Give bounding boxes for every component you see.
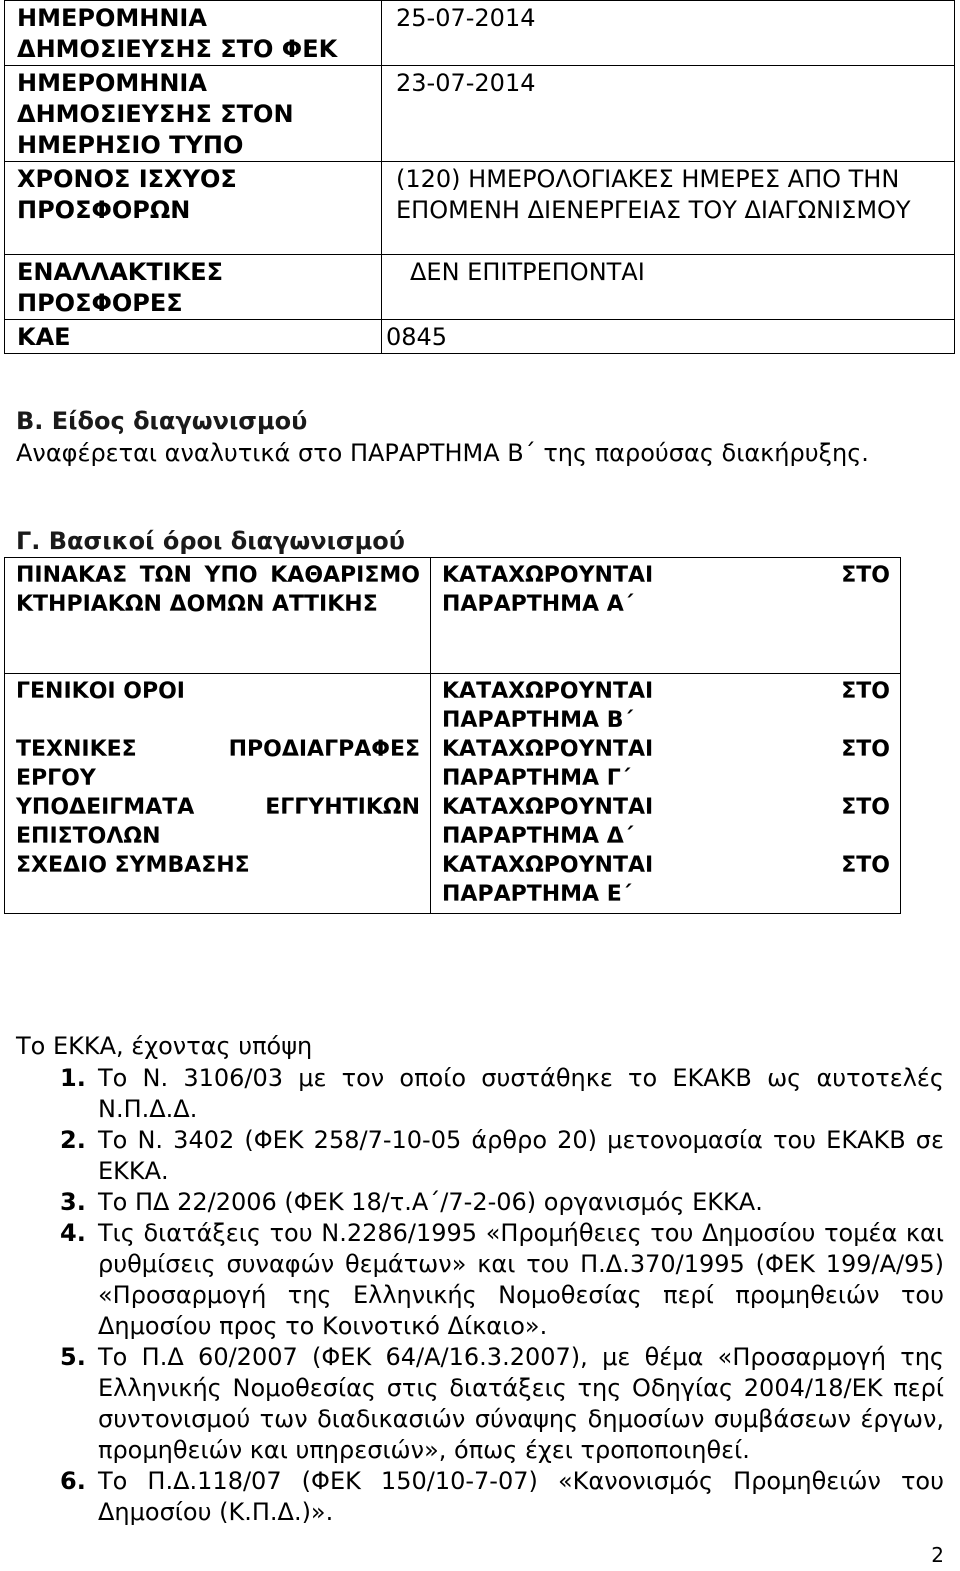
label-cell: ΕΝΑΛΛΑΚΤΙΚΕΣ ΠΡΟΣΦΟΡΕΣ — [5, 255, 382, 320]
list-number: 1. — [60, 1064, 86, 1092]
legal-basis-list — [0, 1063, 944, 1528]
section-c-title: Γ. Βασικοί όροι διαγωνισμού — [16, 527, 405, 555]
page-number: 2 — [931, 1543, 944, 1567]
list-text: Το Ν. 3402 (ΦΕΚ 258/7-10-05 άρθρο 20) μετονομασία του ΕΚΑΚΒ σε ΕΚΚΑ. — [98, 1126, 944, 1185]
table-row — [5, 66, 955, 162]
term-value-prep: ΣΤΟ — [841, 853, 890, 878]
term-value-annex: ΠΑΡΑΡΤΗΜΑ Ε΄ — [442, 882, 632, 907]
list-text: Τις διατάξεις του Ν.2286/1995 «Προμήθειες του Δημοσίου τομέα και ρυθμίσεις συναφών θεμάτων» και του Π.Δ.370/1995 (ΦΕΚ 199/Α/95) «Προσαρμογή της Ελληνικής Νομοθεσίας περί προμηθειών του Δημοσίου προς το Κοινοτικό Δίκαιο». — [98, 1219, 944, 1340]
table-row — [5, 320, 955, 354]
term-value-annex: ΠΑΡΑΡΤΗΜΑ Δ΄ — [442, 824, 634, 849]
table-row — [5, 558, 901, 674]
value-cell: 0845 — [382, 320, 955, 354]
term-label: ΤΕΧΝΙΚΕΣ ΠΡΟΔΙΑΓΡΑΦΕΣ ΕΡΓΟΥ — [5, 735, 431, 793]
list-number: 3. — [60, 1188, 86, 1216]
list-item — [0, 1125, 944, 1187]
label-cell: ΚΑΕ — [5, 320, 382, 354]
list-item — [0, 1218, 944, 1342]
table-row — [5, 674, 901, 736]
term-value-verb: ΚΑΤΑΧΩΡΟΥΝΤΑΙ — [442, 795, 654, 820]
term-label: ΥΠΟΔΕΙΓΜΑΤΑ ΕΓΓΥΗΤΙΚΩΝ ΕΠΙΣΤΟΛΩΝ — [5, 793, 431, 851]
table-row — [5, 255, 955, 320]
list-item — [0, 1063, 944, 1125]
term-value — [431, 793, 901, 851]
term-value-verb: ΚΑΤΑΧΩΡΟΥΝΤΑΙ — [442, 679, 654, 704]
term-value-prep: ΣΤΟ — [841, 737, 890, 762]
value-cell: ΔΕΝ ΕΠΙΤΡΕΠΟΝΤΑΙ — [382, 255, 955, 320]
term-label: ΓΕΝΙΚΟΙ ΟΡΟΙ — [5, 674, 431, 736]
value-cell: 23-07-2014 — [382, 66, 955, 162]
term-value — [431, 735, 901, 793]
label-cell: ΗΜΕΡΟΜΗΝΙΑ ΔΗΜΟΣΙΕΥΣΗΣ ΣΤΟΝ ΗΜΕΡΗΣΙΟ ΤΥΠΟ — [5, 66, 382, 162]
label-cell: ΗΜΕΡΟΜΗΝΙΑ ΔΗΜΟΣΙΕΥΣΗΣ ΣΤΟ ΦΕΚ — [5, 1, 382, 66]
term-value-annex: ΠΑΡΑΡΤΗΜΑ Β΄ — [442, 708, 634, 733]
term-value-prep: ΣΤΟ — [841, 795, 890, 820]
list-text: Το Π.Δ 60/2007 (ΦΕΚ 64/Α/16.3.2007), με θέμα «Προσαρμογή της Ελληνικής Νομοθεσίας στις διατάξεις της Οδηγίας 2004/18/ΕΚ περί συντονισμού των διαδικασιών σύναψης δημοσίων συμβάσεων έργων, προμηθειών και υπηρεσιών», όπως έχει τροποποιηθεί. — [98, 1343, 944, 1464]
value-cell: 25-07-2014 — [382, 1, 955, 66]
table-row — [5, 851, 901, 913]
table-row — [5, 735, 901, 793]
term-value — [431, 851, 901, 913]
term-label: ΠΙΝΑΚΑΣ ΤΩΝ ΥΠΟ ΚΑΘΑΡΙΣΜΟ ΚΤΗΡΙΑΚΩΝ ΔΟΜΩΝ ΑΤΤΙΚΗΣ — [5, 558, 431, 674]
label-cell: ΧΡΟΝΟΣ ΙΣΧΥΟΣ ΠΡΟΣΦΟΡΩΝ — [5, 162, 382, 255]
term-value-annex: ΠΑΡΑΡΤΗΜΑ Α΄ — [442, 592, 634, 617]
section-b-title: Β. Είδος διαγωνισμού — [16, 407, 308, 435]
list-text: Το Π.Δ.118/07 (ΦΕΚ 150/10-7-07) «Κανονισμός Προμηθειών του Δημοσίου (Κ.Π.Δ.)». — [98, 1467, 944, 1526]
term-value — [431, 674, 901, 736]
table-row — [5, 162, 955, 255]
term-value-prep: ΣΤΟ — [841, 563, 890, 588]
table-row — [5, 793, 901, 851]
section-b-text: Αναφέρεται αναλυτικά στο ΠΑΡΑΡΤΗΜΑ Β΄ της παρούσας διακήρυξης. — [16, 439, 869, 467]
list-number: 6. — [60, 1467, 86, 1495]
list-text: Το Ν. 3106/03 με τον οποίο συστάθηκε το ΕΚΑΚΒ ως αυτοτελές Ν.Π.Δ.Δ. — [98, 1064, 944, 1123]
table-row — [5, 1, 955, 66]
basic-terms-table — [4, 557, 901, 914]
term-value-annex: ΠΑΡΑΡΤΗΜΑ Γ΄ — [442, 766, 631, 791]
list-number: 5. — [60, 1343, 86, 1371]
term-label: ΣΧΕΔΙΟ ΣΥΜΒΑΣΗΣ — [5, 851, 431, 913]
term-value — [431, 558, 901, 674]
term-value-verb: ΚΑΤΑΧΩΡΟΥΝΤΑΙ — [442, 853, 654, 878]
intro-text: Το ΕΚΚΑ, έχοντας υπόψη — [16, 1032, 313, 1060]
tender-info-table — [4, 0, 955, 354]
list-item — [0, 1466, 944, 1528]
list-number: 2. — [60, 1126, 86, 1154]
list-item — [0, 1187, 944, 1218]
term-value-verb: ΚΑΤΑΧΩΡΟΥΝΤΑΙ — [442, 563, 654, 588]
list-number: 4. — [60, 1219, 86, 1247]
term-value-verb: ΚΑΤΑΧΩΡΟΥΝΤΑΙ — [442, 737, 654, 762]
list-text: Το ΠΔ 22/2006 (ΦΕΚ 18/τ.Α΄/7-2-06) οργανισμός ΕΚΚΑ. — [98, 1188, 763, 1216]
term-value-prep: ΣΤΟ — [841, 679, 890, 704]
list-item — [0, 1342, 944, 1466]
value-cell: (120) ΗΜΕΡΟΛΟΓΙΑΚΕΣ ΗΜΕΡΕΣ ΑΠΟ ΤΗΝ ΕΠΟΜΕΝΗ ΔΙΕΝΕΡΓΕΙΑΣ ΤΟΥ ΔΙΑΓΩΝΙΣΜΟΥ — [382, 162, 955, 255]
